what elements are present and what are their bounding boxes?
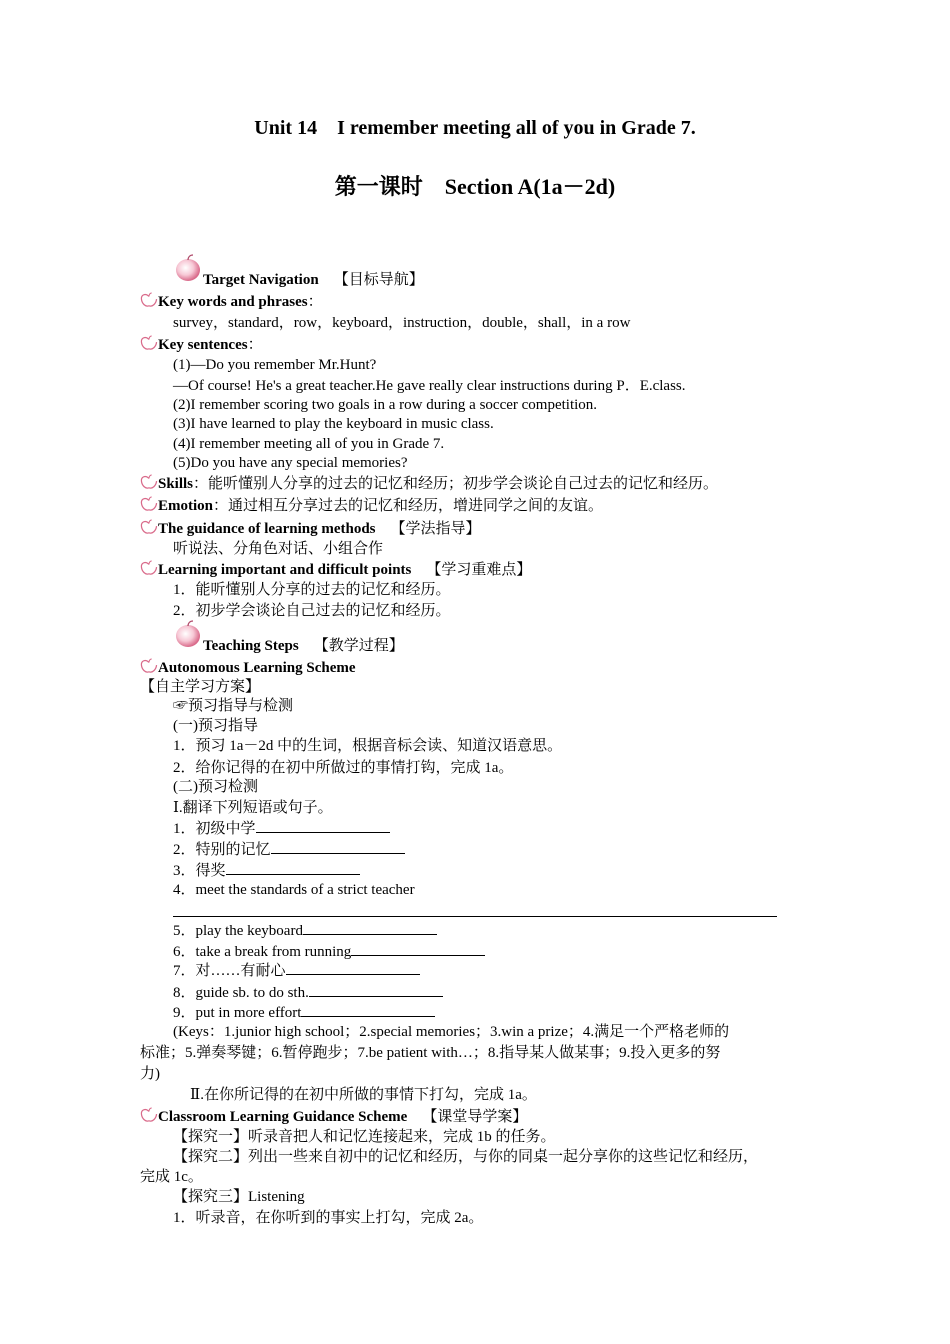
answer-blank[interactable] — [309, 982, 443, 997]
guidance-content: 听说法、分角色对话、小组合作 — [173, 541, 384, 557]
part-heading: Ⅰ.翻译下列短语或句子。 — [173, 800, 333, 816]
key-sentences-heading: Key sentences： — [140, 335, 263, 355]
sub-heading: (一)预习指导 — [173, 718, 258, 734]
autonomous-cn: 【自主学习方案】 — [140, 679, 261, 695]
exercise-item: 6．take a break from running — [173, 941, 485, 962]
apple-icon — [140, 519, 158, 535]
answer-blank[interactable] — [286, 960, 420, 975]
apple-icon — [140, 335, 158, 351]
key-sentence: (3)I have learned to play the keyboard in music class. — [173, 416, 494, 432]
key-words-content: survey，standard，row，keyboard，instruction，double，shall，in a row — [173, 315, 631, 331]
part-heading: Ⅱ.在你所记得的在初中所做的事情下打勾，完成 1a。 — [190, 1087, 537, 1103]
skills-line: Skills：能听懂别人分享的过去的记忆和经历；初步学会谈论自己过去的记忆和经历。 — [140, 474, 718, 494]
exercise-item: 9．put in more effort — [173, 1002, 435, 1023]
apple-icon — [173, 253, 203, 283]
list-item: 1．预习 1a－2d 中的生词，根据音标会读、知道汉语意思。 — [173, 738, 563, 754]
apple-icon — [140, 658, 158, 674]
apple-icon — [140, 1107, 158, 1123]
key-sentence: —Of course! He's a great teacher.He gave really clear instructions during P．E.class. — [173, 378, 686, 394]
guidance-heading: The guidance of learning methods 【学法指导】 — [140, 519, 481, 539]
classroom-heading: Classroom Learning Guidance Scheme 【课堂导学案】 — [140, 1107, 527, 1127]
apple-icon — [140, 474, 158, 490]
target-navigation-heading: Target Navigation 【目标导航】 — [203, 272, 424, 288]
answer-blank[interactable] — [303, 920, 437, 935]
points-heading: Learning important and difficult points 【学习重难点】 — [140, 560, 531, 580]
exercise-item: 1．初级中学 — [173, 818, 390, 839]
task-line: 【探究三】Listening — [173, 1189, 305, 1205]
exercise-item: 3．得奖 — [173, 860, 360, 881]
answer-blank[interactable] — [301, 1002, 435, 1017]
task-line: 【探究二】列出一些来自初中的记忆和经历，与你的同桌一起分享你的这些记忆和经历， — [173, 1149, 759, 1165]
exercise-item: 4．meet the standards of a strict teacher — [173, 882, 415, 898]
task-line: 1．听录音，在你听到的事实上打勾，完成 2a。 — [173, 1210, 484, 1226]
emotion-line: Emotion：通过相互分享过去的记忆和经历，增进同学之间的友谊。 — [140, 496, 603, 516]
task-line: 完成 1c。 — [140, 1169, 203, 1185]
key-sentence: (4)I remember meeting all of you in Grade 7. — [173, 436, 445, 452]
sub-heading: (二)预习检测 — [173, 779, 258, 795]
unit-title: Unit 14 I remember meeting all of you in Grade 7. — [254, 117, 696, 139]
answer-blank[interactable] — [351, 941, 485, 956]
key-sentence: (1)—Do you remember Mr.Hunt? — [173, 357, 377, 373]
apple-icon — [140, 292, 158, 308]
keys-line: 力) — [140, 1066, 160, 1082]
lesson-title: 第一课时 Section A(1a－2d) — [334, 174, 616, 199]
autonomous-heading: Autonomous Learning Scheme — [140, 658, 356, 678]
exercise-item: 8．guide sb. to do sth. — [173, 982, 443, 1003]
list-item: 2．给你记得的在初中所做过的事情打钩，完成 1a。 — [173, 760, 514, 776]
key-sentence: (2)I remember scoring two goals in a row during a soccer competition. — [173, 397, 598, 413]
point-item: 1．能听懂别人分享的过去的记忆和经历。 — [173, 582, 451, 598]
answer-blank[interactable] — [226, 860, 360, 875]
key-words-heading: Key words and phrases： — [140, 292, 323, 312]
key-sentence: (5)Do you have any special memories? — [173, 455, 408, 471]
point-item: 2．初步学会谈论自己过去的记忆和经历。 — [173, 603, 451, 619]
preview-heading: ☞预习指导与检测 — [173, 698, 294, 714]
answer-blank[interactable] — [173, 902, 777, 917]
answer-blank[interactable] — [271, 839, 405, 854]
teaching-steps-heading: Teaching Steps 【教学过程】 — [203, 638, 404, 654]
task-line: 【探究一】听录音把人和记忆连接起来，完成 1b 的任务。 — [173, 1129, 556, 1145]
keys-line: 标准；5.弹奏琴键；6.暂停跑步；7.be patient with…；8.指导某人做某事；9.投入更多的努 — [140, 1045, 721, 1061]
exercise-item: 5．play the keyboard — [173, 920, 437, 941]
exercise-item: 7．对……有耐心 — [173, 960, 420, 981]
answer-blank[interactable] — [256, 818, 390, 833]
apple-icon — [173, 619, 203, 649]
exercise-item: 2．特别的记忆 — [173, 839, 405, 860]
apple-icon — [140, 560, 158, 576]
keys-line: (Keys：1.junior high school；2.special memories；3.win a prize；4.满足一个严格老师的 — [173, 1024, 730, 1040]
apple-icon — [140, 496, 158, 512]
